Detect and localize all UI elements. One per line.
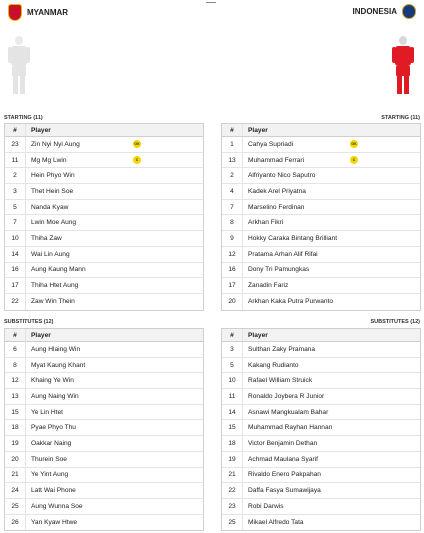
player-name: Daffa Fasya Sumawijaya (248, 487, 321, 495)
col-header-number: # (5, 329, 26, 341)
player-name: Thiha Zaw (31, 234, 62, 242)
player-name: Aung Naing Win (31, 392, 79, 400)
player-name: Ronaldo Joybera R Junior (248, 392, 325, 400)
player-number: 14 (222, 405, 243, 420)
player-number: 16 (222, 263, 243, 278)
myanmar-subs-table (4, 328, 204, 531)
player-number: 6 (5, 342, 26, 357)
player-name: Khaing Ye Win (31, 377, 74, 385)
player-row[interactable] (222, 200, 420, 216)
player-name: Rivaldo Enero Pakpahan (248, 471, 321, 479)
player-row[interactable] (222, 168, 420, 184)
player-number: 21 (5, 468, 26, 483)
team-header-indonesia (353, 4, 416, 19)
player-number: 15 (5, 405, 26, 420)
table-header-row (222, 124, 420, 137)
player-number: 11 (222, 389, 243, 404)
player-number: 17 (5, 278, 26, 293)
goalkeeper-badge: GK (351, 142, 357, 147)
player-number: 22 (222, 483, 243, 498)
player-row[interactable] (5, 452, 203, 468)
player-name: Hokky Caraka Bintang Brilliant (248, 234, 338, 242)
player-row[interactable] (222, 468, 420, 484)
player-number: 19 (5, 436, 26, 451)
player-name: Hein Phyo Win (31, 172, 75, 180)
player-number: 1 (222, 137, 243, 152)
player-row[interactable] (5, 436, 203, 452)
player-row[interactable] (222, 452, 420, 468)
player-number: 22 (5, 294, 26, 310)
player-name: Zaw Win Thein (31, 298, 75, 306)
captain-badge: C (133, 156, 141, 164)
col-header-player: Player (248, 126, 268, 134)
player-number: 8 (222, 215, 243, 230)
player-name: Myat Kaung Khant (31, 361, 86, 369)
player-number: 5 (5, 200, 26, 215)
player-row[interactable] (222, 483, 420, 499)
player-name: Nanda Kyaw (31, 203, 69, 211)
team-name-left: MYANMAR (27, 8, 69, 17)
player-row[interactable] (5, 184, 203, 200)
player-row[interactable] (5, 468, 203, 484)
player-number: 5 (222, 358, 243, 373)
player-name: Zanadin Fariz (248, 282, 289, 290)
col-header-number: # (222, 124, 243, 136)
player-number: 13 (5, 389, 26, 404)
player-row[interactable] (222, 373, 420, 389)
player-number: 18 (222, 436, 243, 451)
player-row[interactable] (5, 168, 203, 184)
player-number: 20 (222, 294, 243, 310)
player-row[interactable] (222, 215, 420, 231)
player-number: 9 (222, 231, 243, 246)
player-row[interactable] (5, 200, 203, 216)
player-row[interactable] (222, 153, 420, 169)
player-name: Kakang Rudianto (248, 361, 299, 369)
col-header-player: Player (31, 126, 51, 134)
player-number: 8 (5, 358, 26, 373)
player-row[interactable] (222, 515, 420, 531)
player-name: Aung Hlaing Win (31, 345, 81, 353)
player-name: Marselino Ferdinan (248, 203, 305, 211)
player-row[interactable] (222, 420, 420, 436)
section-label-starting-left: STARTING (11) (4, 115, 43, 121)
player-name: Zin Nyi Nyi Aung (31, 140, 80, 148)
player-number: 15 (222, 420, 243, 435)
player-row[interactable] (222, 436, 420, 452)
player-row[interactable] (222, 247, 420, 263)
player-row[interactable] (222, 231, 420, 247)
section-label-starting-right: STARTING (11) (381, 115, 420, 121)
player-name: Oakkar Naing (31, 439, 72, 447)
player-name: Victor Benjamin Dethan (248, 439, 318, 447)
player-number: 20 (5, 452, 26, 467)
player-number: 11 (5, 153, 26, 168)
col-header-player: Player (248, 331, 268, 339)
col-header-number: # (5, 124, 26, 136)
player-number: 12 (222, 247, 243, 262)
player-row[interactable] (222, 263, 420, 279)
player-row[interactable] (222, 342, 420, 358)
player-number: 3 (222, 342, 243, 357)
table-header-row (5, 124, 203, 137)
player-number: 3 (5, 184, 26, 199)
player-name: Pratama Arhan Alif Rifai (248, 250, 318, 258)
player-name: Arkhan Fikri (248, 219, 284, 227)
player-number: 24 (5, 483, 26, 498)
section-label-subs-right: SUBSTITUTES (12) (370, 319, 420, 325)
table-header-row (222, 329, 420, 342)
col-header-player: Player (31, 331, 51, 339)
player-row[interactable] (5, 294, 203, 310)
player-name: Yan Kyaw Htwe (31, 518, 78, 526)
player-name: Latt Wai Phone (31, 487, 76, 495)
player-row[interactable] (5, 215, 203, 231)
player-row[interactable] (5, 420, 203, 436)
player-row[interactable] (5, 373, 203, 389)
player-row[interactable] (5, 483, 203, 499)
indonesia-badge-icon (402, 4, 416, 19)
player-number: 25 (222, 515, 243, 531)
indonesia-subs-table (221, 328, 421, 531)
player-number: 26 (5, 515, 26, 531)
player-row[interactable] (5, 263, 203, 279)
player-name: Thurein Soe (31, 455, 67, 463)
player-number: 17 (222, 278, 243, 293)
player-row[interactable] (5, 137, 203, 153)
player-name: Arkhan Kaka Putra Purwanto (248, 298, 334, 306)
player-number: 23 (5, 137, 26, 152)
player-name: Alfriyanto Nico Saputro (248, 172, 316, 180)
player-name: Mikael Alfredo Tata (248, 518, 304, 526)
player-name: Cahya Supriadi (248, 140, 294, 148)
player-name: Mg Mg Lwin (31, 156, 67, 164)
player-row[interactable] (5, 247, 203, 263)
player-name: Aung Kaung Mann (31, 266, 86, 274)
player-name: Thiha Htet Aung (31, 282, 79, 290)
player-row[interactable] (5, 405, 203, 421)
player-row[interactable] (5, 358, 203, 374)
table-header-row (5, 329, 203, 342)
goalkeeper-badge: GK (134, 142, 140, 147)
player-number: 7 (222, 200, 243, 215)
player-number: 2 (222, 168, 243, 183)
player-number: 18 (5, 420, 26, 435)
player-number: 2 (5, 168, 26, 183)
col-header-number: # (222, 329, 243, 341)
top-divider (206, 2, 216, 3)
player-name: Ye Yint Aung (31, 471, 69, 479)
player-row[interactable] (5, 153, 203, 169)
player-row[interactable] (222, 405, 420, 421)
player-number: 14 (5, 247, 26, 262)
player-row[interactable] (222, 499, 420, 515)
captain-badge: C (350, 156, 358, 164)
player-row[interactable] (5, 389, 203, 405)
player-number: 25 (5, 499, 26, 514)
indonesia-starting-table (221, 123, 421, 311)
player-name: Dony Tri Pamungkas (248, 266, 310, 274)
player-number: 12 (5, 373, 26, 388)
player-number: 13 (222, 153, 243, 168)
player-row[interactable] (5, 342, 203, 358)
section-label-subs-left: SUBSTITUTES (12) (4, 319, 54, 325)
player-row[interactable] (222, 278, 420, 294)
player-number: 10 (5, 231, 26, 246)
player-name: Pyae Phyo Thu (31, 424, 76, 432)
player-name: Sulthan Zaky Pramana (248, 345, 316, 353)
player-number: 19 (222, 452, 243, 467)
player-name: Asnawi Mangkualam Bahar (248, 408, 329, 416)
player-row[interactable] (222, 389, 420, 405)
player-number: 10 (222, 373, 243, 388)
indonesia-kit-icon (392, 36, 414, 98)
player-number: 16 (5, 263, 26, 278)
player-row[interactable] (5, 231, 203, 247)
myanmar-kit-icon (8, 36, 30, 98)
player-number: 23 (222, 499, 243, 514)
player-name: Thet Hein Soe (31, 187, 74, 195)
myanmar-badge-icon (8, 4, 22, 21)
player-name: Kadek Arel Priyatna (248, 187, 306, 195)
player-row[interactable] (5, 515, 203, 531)
player-name: Muhammad Rayhan Hannan (248, 424, 333, 432)
player-row[interactable] (5, 278, 203, 294)
player-number: 7 (5, 215, 26, 230)
player-name: Robi Darwis (248, 502, 284, 510)
player-name: Ye Lin Htet (31, 408, 64, 416)
player-row[interactable] (222, 137, 420, 153)
myanmar-starting-table (4, 123, 204, 311)
player-row[interactable] (222, 184, 420, 200)
player-row[interactable] (222, 294, 420, 310)
player-name: Achmad Maulana Syarif (248, 455, 319, 463)
team-header-myanmar (8, 4, 68, 21)
player-name: Lwin Moe Aung (31, 219, 77, 227)
player-name: Wai Lin Aung (31, 250, 70, 258)
player-number: 21 (222, 468, 243, 483)
player-name: Muhammad Ferrari (248, 156, 305, 164)
player-name: Rafael William Struick (248, 377, 313, 385)
player-number: 4 (222, 184, 243, 199)
team-name-right: INDONESIA (352, 7, 397, 16)
player-row[interactable] (5, 499, 203, 515)
player-name: Aung Wunna Soe (31, 502, 83, 510)
player-row[interactable] (222, 358, 420, 374)
